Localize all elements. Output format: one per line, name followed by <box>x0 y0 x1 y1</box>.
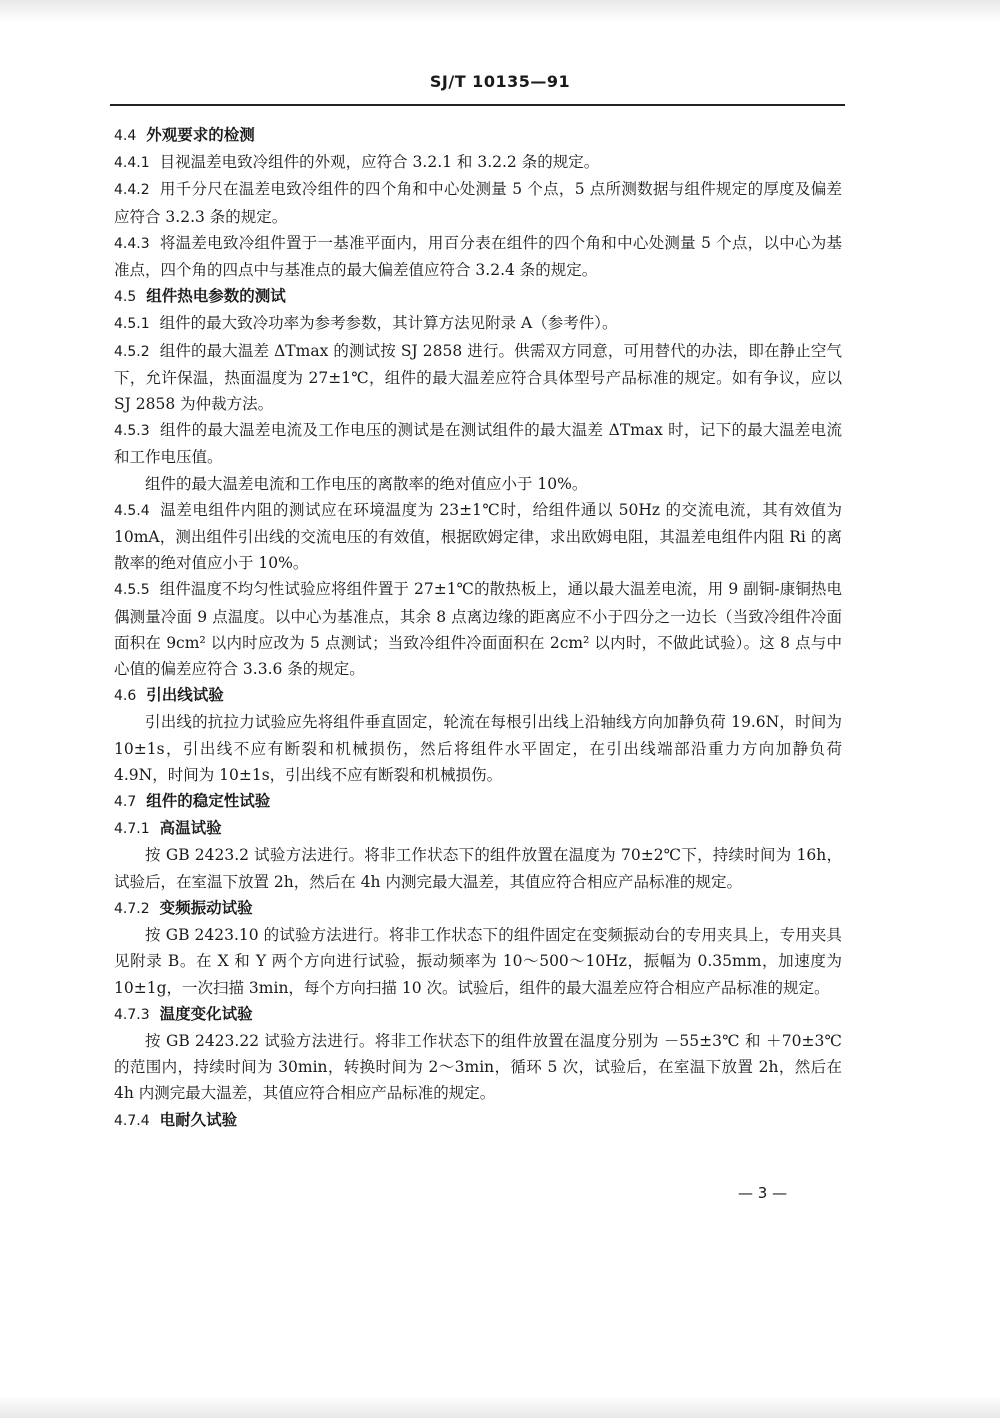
page-number <box>738 1184 787 1202</box>
section-number: 4.4.2 <box>114 182 150 199</box>
section-title: 引出线试验 <box>146 685 224 705</box>
section-heading <box>114 895 842 922</box>
section-number: 4.7.2 <box>114 900 150 917</box>
section-paragraph <box>114 709 842 788</box>
section-title: 外观要求的检测 <box>146 125 255 144</box>
section-number: 4.7.4 <box>114 1112 150 1129</box>
section-number: 4.7 <box>114 794 137 811</box>
section-text: 温差电组件内阻的测试应在环境温度为 23±1℃时，给组件通以 50Hz 的交流电流，其有效值为 10mA，测出组件引出线的交流电压的有效值，根据欧姆定律，求出欧姆电阻，其温差电组件内阻 Ri 的离散率的绝对值应小于 10%。 <box>114 500 842 573</box>
section-heading <box>114 788 842 815</box>
section-paragraph <box>114 310 842 337</box>
section-text: 用千分尺在温差电致冷组件的四个角和中心处测量 5 个点，5 点所测数据与组件规定的厚度及偏差应符合 3.2.3 条的规定。 <box>114 180 842 226</box>
section-paragraph <box>114 842 842 894</box>
section-paragraph <box>114 576 842 682</box>
section-number: 4.7.3 <box>114 1006 150 1023</box>
section-paragraph <box>114 922 842 1001</box>
section-number: 4.5.5 <box>114 582 150 599</box>
header-divider <box>110 104 845 106</box>
section-text: 组件的最大温差电流和工作电压的离散率的绝对值应小于 10%。 <box>145 474 588 493</box>
scan-edge-top <box>0 0 1000 22</box>
section-number: 4.5 <box>114 289 137 306</box>
section-number: 4.4 <box>114 128 137 144</box>
section-number: 4.7.1 <box>114 821 150 838</box>
section-title: 组件热电参数的测试 <box>146 286 286 306</box>
section-text: 按 GB 2423.10 的试验方法进行。将非工作状态下的组件固定在变频振动台的专用夹具上，专用夹具见附录 B。在 X 和 Y 两个方向进行试验，振动频率为 10～500～10Hz，振幅为 0.35mm，加速度为 10±1g，一次扫描 3min，每个方向扫描 10 次。试验后，组件的最大温差应符合相应产品标准的规定。 <box>114 926 842 997</box>
section-number: 4.5.3 <box>114 423 150 440</box>
section-paragraph <box>114 1028 842 1107</box>
section-paragraph <box>114 471 842 497</box>
section-paragraph <box>114 230 842 283</box>
section-paragraph <box>114 497 842 577</box>
section-text: 将温差电致冷组件置于一基准平面内，用百分表在组件的四个角和中心处测量 5 个点，以中心为基准点，四个角的四点中与基准点的最大偏差值应符合 3.2.4 条的规定。 <box>114 233 843 280</box>
section-text: 组件的最大温差 ΔTmax 的测试按 SJ 2858 进行。供需双方同意，可用替代的办法，即在静止空气下，允许保温，热面温度为 27±1℃，组件的最大温差应符合具体型号产品标准的规定。如有争议，应以 SJ 2858 为仲裁方法。 <box>114 341 842 414</box>
section-heading <box>114 283 842 310</box>
section-paragraph <box>114 149 842 176</box>
section-number: 4.5.4 <box>114 502 150 519</box>
section-text: 组件的最大致冷功率为参考参数，其计算方法见附录 A（参考件）。 <box>159 314 618 333</box>
section-heading <box>114 682 842 709</box>
section-number: 4.4.1 <box>114 155 150 172</box>
section-heading <box>114 815 842 842</box>
section-title: 高温试验 <box>159 818 222 838</box>
document-body <box>114 122 842 1134</box>
section-paragraph <box>114 338 842 418</box>
section-text: 按 GB 2423.22 试验方法进行。将非工作状态下的组件放置在温度分别为 －55±3℃ 和 ＋70±3℃的范围内，持续时间为 30min，转换时间为 2～3min，循环 5 次，试验后，在室温下放置 2h，然后在 4h 内测完最大温差，其值应符合相应产品标准的规定。 <box>114 1031 842 1103</box>
page-number-value: 3 <box>757 1184 768 1202</box>
scan-edge-bottom <box>0 1396 1000 1418</box>
section-title: 组件的稳定性试验 <box>146 791 271 811</box>
section-text: 目视温差电致冷组件的外观，应符合 3.2.1 和 3.2.2 条的规定。 <box>159 153 600 172</box>
section-title: 变频振动试验 <box>159 897 253 917</box>
section-heading <box>114 122 842 149</box>
section-heading <box>114 1107 842 1134</box>
section-paragraph <box>114 417 842 470</box>
section-text: 按 GB 2423.2 试验方法进行。将非工作状态下的组件放置在温度为 70±2℃下，持续时间为 16h，试验后，在室温下放置 2h，然后在 4h 内测完最大温差，其值应符合相应产品标准的规定。 <box>114 846 842 891</box>
section-number: 4.6 <box>114 688 137 705</box>
section-heading <box>114 1001 842 1028</box>
page-number-dash-right: — <box>767 1184 788 1202</box>
section-number: 4.5.2 <box>114 343 150 360</box>
section-text: 组件的最大温差电流及工作电压的测试是在测试组件的最大温差 ΔTmax 时，记下的最大温差电流和工作电压值。 <box>114 421 842 467</box>
section-paragraph <box>114 176 842 229</box>
section-text: 引出线的抗拉力试验应先将组件垂直固定，轮流在每根引出线上沿轴线方向加静负荷 19.6N，时间为 10±1s，引出线不应有断裂和机械损伤，然后将组件水平固定，在引出线端部沿重力方向加静负荷 4.9N，时间为 10±1s，引出线不应有断裂和机械损伤。 <box>114 713 842 784</box>
section-title: 温度变化试验 <box>159 1003 253 1023</box>
page-number-dash-left: — <box>738 1184 758 1202</box>
document-header: SJ/T 10135—91 <box>429 72 571 91</box>
section-number: 4.5.1 <box>114 316 150 333</box>
section-title: 电耐久试验 <box>159 1109 238 1129</box>
section-text: 组件温度不均匀性试验应将组件置于 27±1℃的散热板上，通以最大温差电流，用 9 副铜-康铜热电偶测量冷面 9 点温度。以中心为基准点，其余 8 点离边缘的距离应不小于四分之一边长（当致冷组件冷面面积在 9cm² 以内时应改为 5 点测试；当致冷组件冷面面积在 2cm² 以内时，不做此试验）。这 8 点与中心值的偏差应符合 3.3.6 条的规定。 <box>114 580 842 679</box>
section-number: 4.4.3 <box>114 235 150 252</box>
